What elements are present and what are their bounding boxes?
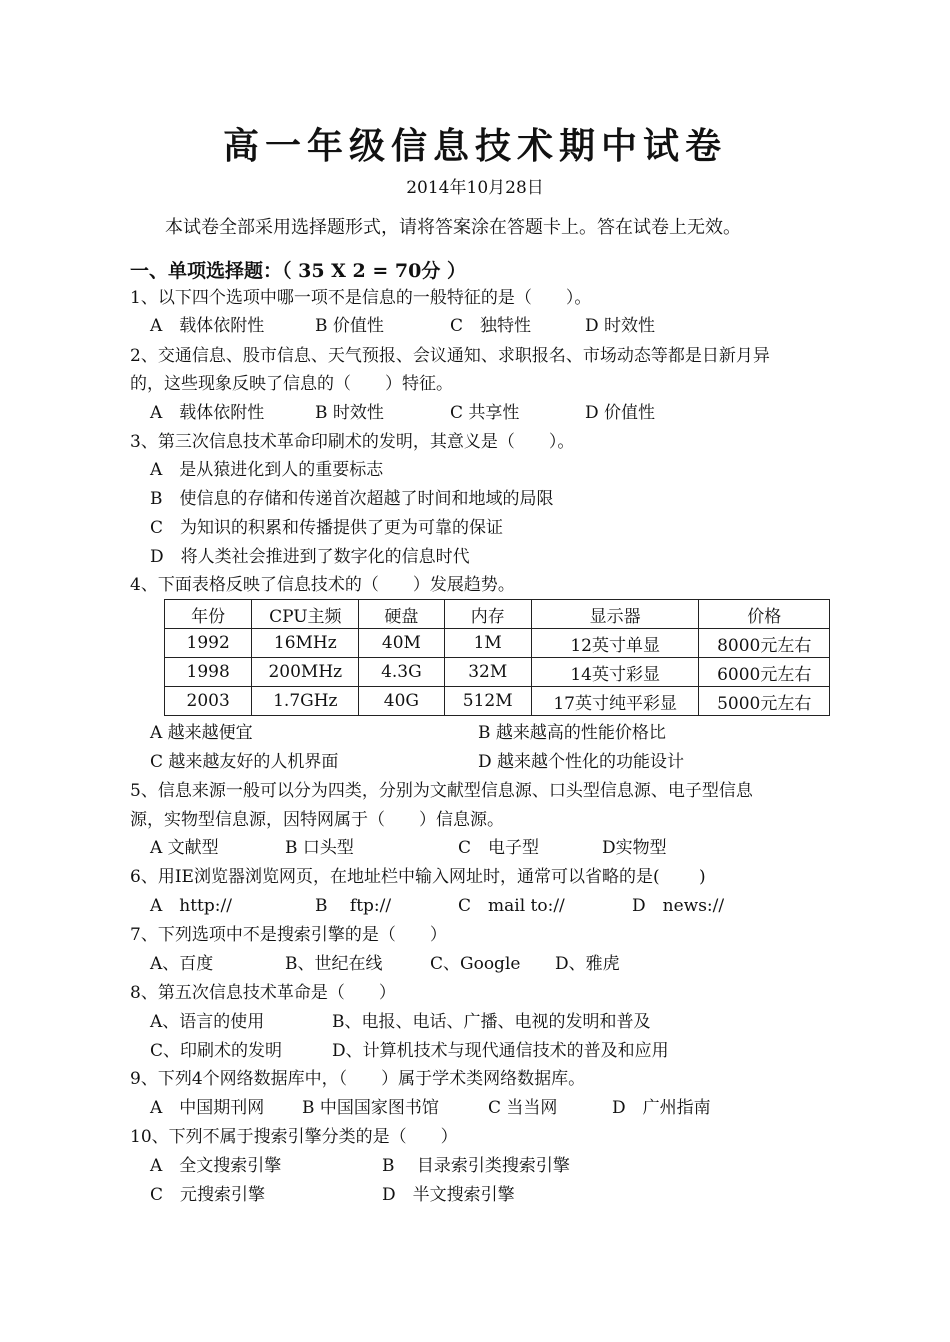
table-cell: 40M bbox=[359, 629, 444, 658]
table-cell: 1998 bbox=[165, 658, 252, 687]
exam-instructions: 本试卷全部采用选择题形式，请将答案涂在答题卡上。答在试卷上无效。 bbox=[165, 217, 741, 238]
table-header-cell: CPU主频 bbox=[252, 600, 359, 629]
table-cell: 17英寸纯平彩显 bbox=[531, 687, 699, 716]
q7-option-d: D、雅虎 bbox=[555, 954, 620, 974]
section-heading: 一、单项选择题：（ 35 X 2 = 70分 ） bbox=[130, 260, 466, 282]
q3-option-b: B 使信息的存储和传递首次超越了时间和地域的局限 bbox=[150, 489, 554, 509]
q6-option-a: A http:// bbox=[150, 896, 232, 916]
q8-option-b: B、电报、电话、广播、电视的发明和普及 bbox=[332, 1012, 651, 1032]
q9-option-a: A 中国期刊网 bbox=[150, 1098, 265, 1118]
table-cell: 200MHz bbox=[252, 658, 359, 687]
table-header-cell: 硬盘 bbox=[359, 600, 444, 629]
q8-option-c: C、印刷术的发明 bbox=[150, 1041, 283, 1061]
q5-option-a: A 文献型 bbox=[150, 838, 219, 858]
q5-option-c: C 电子型 bbox=[458, 838, 540, 858]
q4-option-d: D 越来越个性化的功能设计 bbox=[478, 752, 685, 772]
q3-option-d: D 将人类社会推进到了数字化的信息时代 bbox=[150, 547, 470, 567]
q10-option-c: C 元搜索引擎 bbox=[150, 1185, 266, 1205]
table-cell: 512M bbox=[444, 687, 531, 716]
q10-option-a: A 全文搜索引擎 bbox=[150, 1156, 282, 1176]
question-9-stem: 9、下列4个网络数据库中，（ ）属于学术类网络数据库。 bbox=[130, 1069, 586, 1089]
question-7-stem: 7、下列选项中不是搜索引擎的是（ ） bbox=[130, 925, 447, 945]
q6-option-d: D news:// bbox=[632, 896, 725, 916]
table-cell: 8000元左右 bbox=[699, 629, 830, 658]
q3-option-a: A 是从猿进化到人的重要标志 bbox=[150, 460, 384, 480]
q5-option-b: B 口头型 bbox=[285, 838, 354, 858]
table-cell: 1.7GHz bbox=[252, 687, 359, 716]
exam-title: 高一年级信息技术期中试卷 bbox=[222, 125, 727, 167]
table-cell: 4.3G bbox=[359, 658, 444, 687]
q8-option-d: D、计算机技术与现代通信技术的普及和应用 bbox=[332, 1041, 669, 1061]
table-cell: 6000元左右 bbox=[699, 658, 830, 687]
q2-option-d: D 价值性 bbox=[585, 403, 656, 423]
computer-spec-table bbox=[164, 599, 830, 716]
question-2-stem-line1: 2、交通信息、股市信息、天气预报、会议通知、求职报名、市场动态等都是日新月异 bbox=[130, 346, 770, 366]
q2-option-b: B 时效性 bbox=[315, 403, 384, 423]
q6-option-c: C mail to:// bbox=[458, 896, 565, 916]
q7-option-b: B、世纪在线 bbox=[285, 954, 383, 974]
q10-option-b: B 目录索引类搜索引擎 bbox=[382, 1156, 570, 1176]
q4-option-a: A 越来越便宜 bbox=[150, 723, 253, 743]
question-1-stem: 1、以下四个选项中哪一项不是信息的一般特征的是（ ）。 bbox=[130, 288, 592, 308]
q7-option-c: C、Google bbox=[430, 954, 521, 974]
q2-option-a: A 载体依附性 bbox=[150, 403, 265, 423]
q1-option-b: B 价值性 bbox=[315, 316, 384, 336]
q4-option-c: C 越来越友好的人机界面 bbox=[150, 752, 339, 772]
table-header-row bbox=[165, 600, 830, 629]
q8-option-a: A、语言的使用 bbox=[150, 1012, 265, 1032]
q7-option-a: A、百度 bbox=[150, 954, 214, 974]
q5-option-d: D实物型 bbox=[602, 838, 667, 858]
table-header-cell: 内存 bbox=[444, 600, 531, 629]
question-4-stem: 4、下面表格反映了信息技术的（ ）发展趋势。 bbox=[130, 575, 515, 595]
table-cell: 16MHz bbox=[252, 629, 359, 658]
question-10-stem: 10、下列不属于搜索引擎分类的是（ ） bbox=[130, 1127, 458, 1147]
table-row bbox=[165, 658, 830, 687]
question-2-stem-line2: 的，这些现象反映了信息的（ ）特征。 bbox=[130, 374, 453, 394]
question-6-stem: 6、用IE浏览器浏览网页，在地址栏中输入网址时，通常可以省略的是( ) bbox=[130, 867, 706, 887]
table-cell: 1M bbox=[444, 629, 531, 658]
table-row bbox=[165, 629, 830, 658]
q9-option-c: C 当当网 bbox=[488, 1098, 558, 1118]
table-cell: 1992 bbox=[165, 629, 252, 658]
q9-option-d: D 广州指南 bbox=[612, 1098, 711, 1118]
table-cell: 14英寸彩显 bbox=[531, 658, 699, 687]
question-5-stem-line2: 源，实物型信息源，因特网属于（ ）信息源。 bbox=[130, 810, 504, 830]
table-header-cell: 显示器 bbox=[531, 600, 699, 629]
table-cell: 12英寸单显 bbox=[531, 629, 699, 658]
question-3-stem: 3、第三次信息技术革命印刷术的发明，其意义是（ ）。 bbox=[130, 432, 575, 452]
q6-option-b: B ftp:// bbox=[315, 896, 392, 916]
q1-option-c: C 独特性 bbox=[450, 316, 532, 336]
question-8-stem: 8、第五次信息技术革命是（ ） bbox=[130, 983, 396, 1003]
table-header-cell: 价格 bbox=[699, 600, 830, 629]
q1-option-d: D 时效性 bbox=[585, 316, 656, 336]
q9-option-b: B 中国国家图书馆 bbox=[302, 1098, 439, 1118]
table-cell: 5000元左右 bbox=[699, 687, 830, 716]
table-header-cell: 年份 bbox=[165, 600, 252, 629]
q2-option-c: C 共享性 bbox=[450, 403, 520, 423]
table-cell: 2003 bbox=[165, 687, 252, 716]
table-row bbox=[165, 687, 830, 716]
table-cell: 32M bbox=[444, 658, 531, 687]
q10-option-d: D 半文搜索引擎 bbox=[382, 1185, 515, 1205]
exam-date: 2014年10月28日 bbox=[406, 178, 544, 198]
q4-option-b: B 越来越高的性能价格比 bbox=[478, 723, 666, 743]
table-cell: 40G bbox=[359, 687, 444, 716]
question-5-stem-line1: 5、信息来源一般可以分为四类，分别为文献型信息源、口头型信息源、电子型信息 bbox=[130, 781, 753, 801]
q3-option-c: C 为知识的积累和传播提供了更为可靠的保证 bbox=[150, 518, 504, 538]
q1-option-a: A 载体依附性 bbox=[150, 316, 265, 336]
